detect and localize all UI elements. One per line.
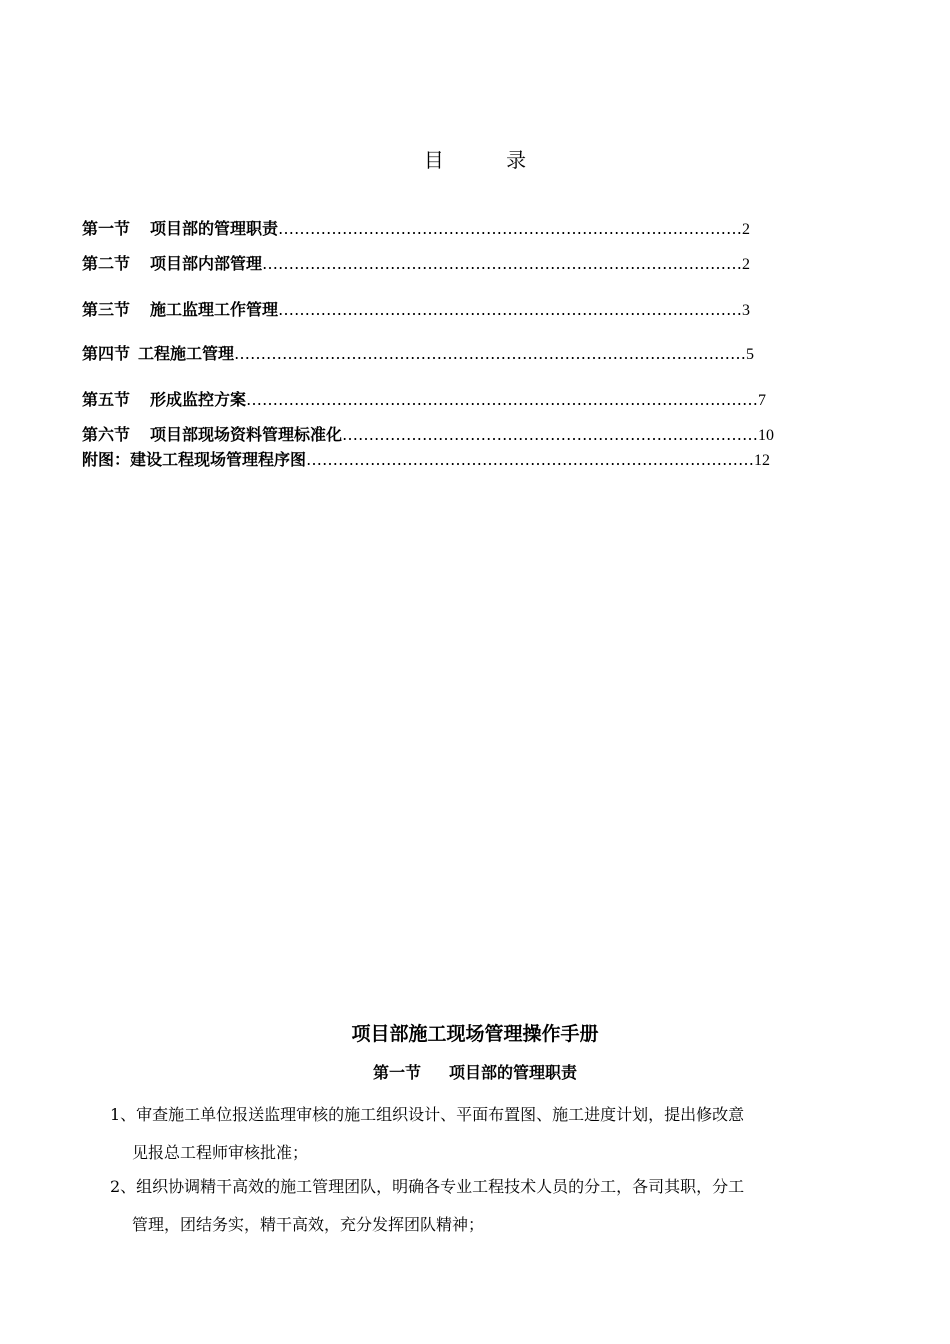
toc-page-number: 7 [758,392,767,409]
paragraph-1 [110,1096,870,1172]
toc-entry[interactable] [82,300,750,321]
toc-section-label: 第四节 [82,344,131,363]
toc-leader-dots: ……………………………………………………………………………… [262,254,743,273]
toc-page-number: 2 [742,256,751,273]
paragraph-line: 2、组织协调精干高效的施工管理团队，明确各专业工程技术人员的分工，各司其职，分工 [110,1177,745,1196]
toc-section-label: 第二节 [82,254,131,273]
paragraph-line: 管理，团结务实，精干高效，充分发挥团队精神； [132,1215,485,1234]
paragraph-line: 见报总工程师审核批准； [132,1143,309,1162]
toc-leader-dots: …………………………………………………………………………………… [246,390,759,409]
toc-section-label: 第六节 [82,425,131,444]
toc-entry[interactable] [82,425,774,446]
toc-leader-dots: …………………………………………………………………………… [278,300,743,319]
toc-entry-title: 施工监理工作管理 [150,300,279,319]
toc-page-number: 5 [746,346,755,363]
toc-page-number: 12 [754,452,771,469]
toc-page-number: 3 [742,302,751,319]
toc-section-label: 第五节 [82,390,131,409]
toc-leader-dots: …………………………………………………………………… [342,425,759,444]
toc-entry-title: 建设工程现场管理程序图 [130,450,307,469]
toc-entry-title: 项目部内部管理 [150,254,263,273]
toc-entry-title: 项目部现场资料管理标准化 [150,425,343,444]
toc-section-label: 第一节 [82,219,131,238]
toc-entry-title: 形成监控方案 [150,390,247,409]
toc-entry[interactable] [82,344,754,365]
toc-entry[interactable] [82,219,750,240]
toc-section-label: 附图： [82,450,131,469]
section-label: 第一节 [372,1063,421,1082]
toc-entry[interactable] [82,254,750,275]
paragraph-2 [110,1168,870,1244]
toc-leader-dots: ………………………………………………………………………… [306,450,755,469]
toc-title: 目 录 [423,148,555,172]
toc-entry-title: 工程施工管理 [138,344,235,363]
toc-page-number: 10 [758,427,775,444]
paragraph-line: 1、审查施工单位报送监理审核的施工组织设计、平面布置图、施工进度计划，提出修改意 [110,1105,745,1124]
toc-section-label: 第三节 [82,300,131,319]
section-heading [0,1060,950,1083]
toc-leader-dots: …………………………………………………………………………… [278,219,743,238]
toc-entry[interactable] [82,450,770,471]
manual-title: 项目部施工现场管理操作手册 [351,1023,599,1045]
section-heading-text: 项目部的管理职责 [449,1063,578,1082]
toc-page-number: 2 [742,221,751,238]
toc-leader-dots: …………………………………………………………………………………… [234,344,747,363]
toc-entry-title: 项目部的管理职责 [150,219,279,238]
toc-entry[interactable] [82,390,766,411]
